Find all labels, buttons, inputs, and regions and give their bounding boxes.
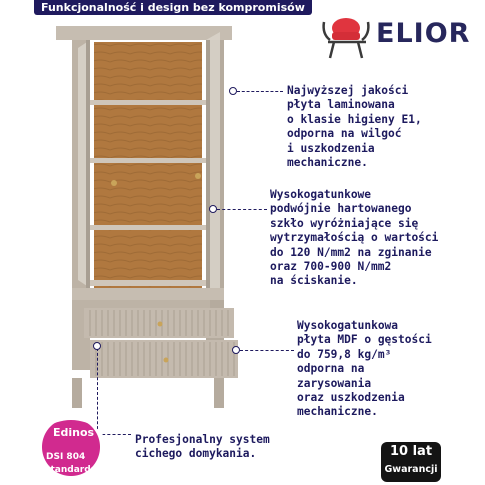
leader-dot (229, 87, 237, 95)
leader-line (240, 350, 294, 351)
leader-dot (209, 205, 217, 213)
leader-line (217, 209, 267, 210)
feature-laminate: Najwyższej jakości płyta laminowana o klasie higieny E1, odporna na wilgoć i uszkodzenia mechaniczne. (287, 84, 422, 170)
leader-dot (93, 342, 101, 350)
feature-glass: Wysokogatunkowe podwójnie hartowanego szkło wyróżniające się wytrzymałością o wartości do 120 N/mm2 na zginanie oraz 700-900 N/mm2 na ściskanie. (270, 188, 439, 288)
brand-logo (318, 8, 478, 60)
certification-name: Edinos (53, 426, 95, 439)
leader-dot (232, 346, 240, 354)
warranty-badge (381, 442, 441, 482)
bookcase-illustration (50, 18, 250, 413)
brand-name: ELIOR (376, 18, 471, 49)
certification-label: Standards (44, 465, 97, 475)
chair-icon (318, 8, 374, 60)
feature-mdf: Wysokogatunkowa płyta MDF o gęstości do 759,8 kg/m³ odporna na zarysowania oraz uszkodzenia mechaniczne. (297, 319, 432, 419)
warranty-years: 10 lat (389, 444, 433, 459)
warranty-label: Gwarancji (384, 464, 438, 475)
certification-standard: DSI 804 (46, 452, 86, 462)
feature-soft-close: Profesjonalny system cichego domykania. (135, 433, 270, 461)
header-banner: Funkcjonalność i design bez kompromisów (34, 0, 312, 15)
leader-line (97, 348, 98, 434)
leader-line (237, 91, 283, 92)
